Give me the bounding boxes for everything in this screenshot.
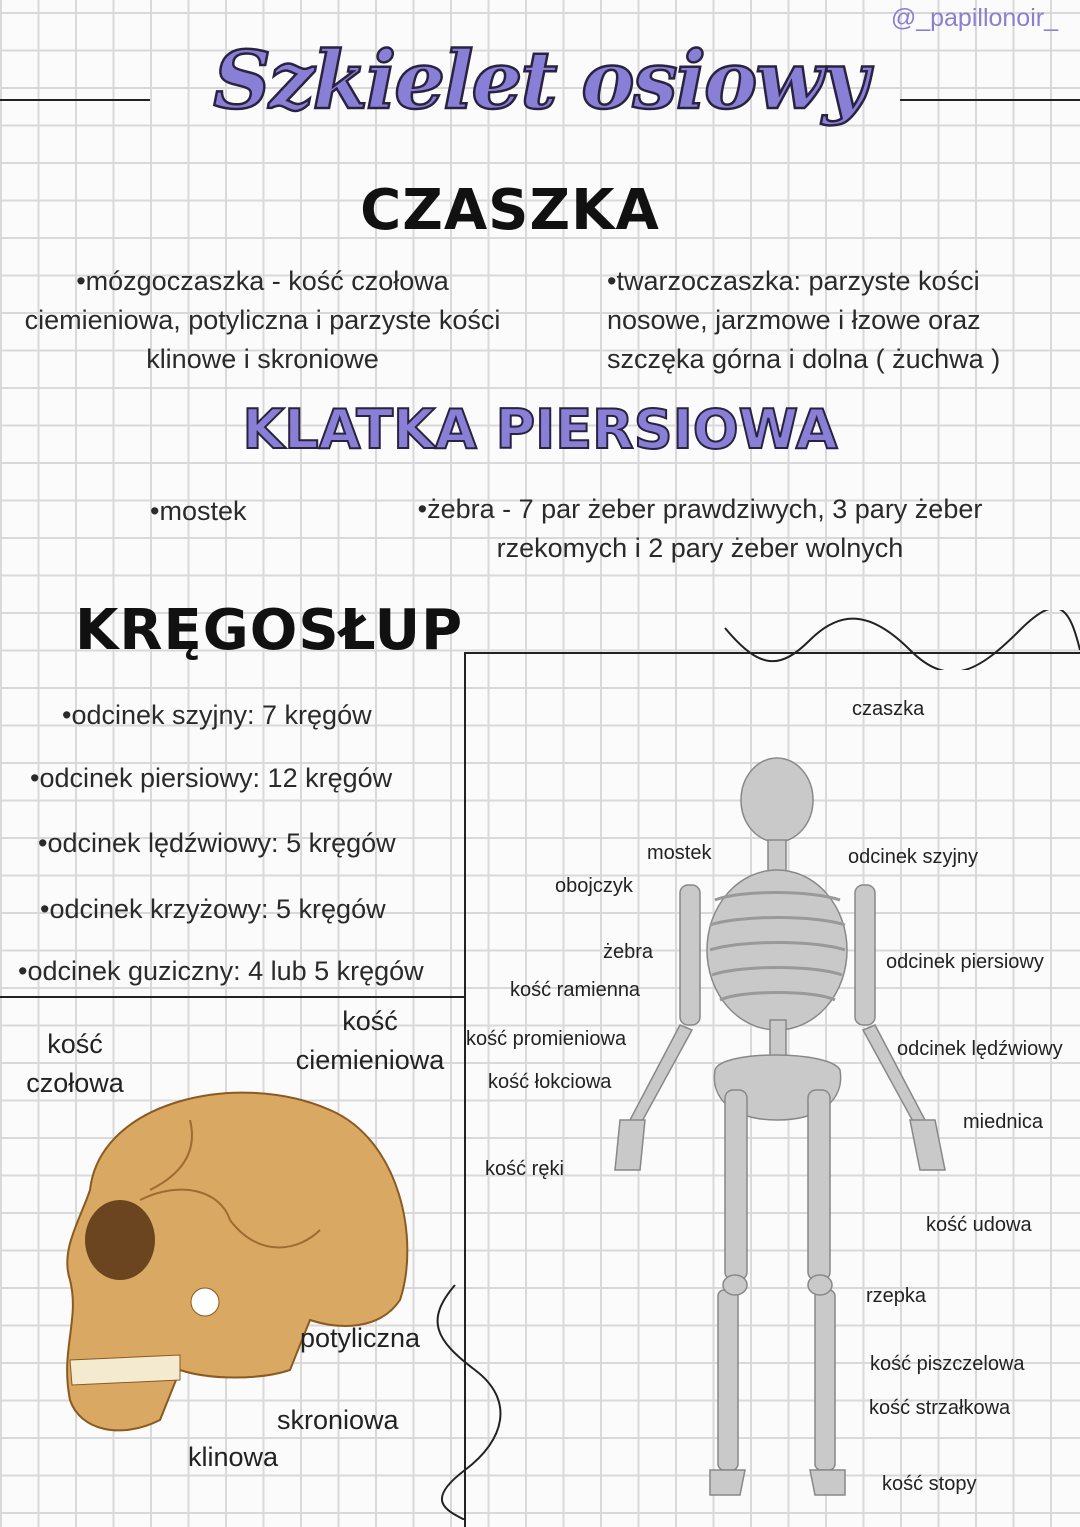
label-mostek: mostek <box>647 842 712 864</box>
klatka-left-text: •mostek <box>150 496 247 526</box>
label-odcinek-piersiowy: odcinek piersiowy <box>886 951 1044 973</box>
czaszka-left-text: •mózgoczaszka - kość czołowa ciemieniowa, potyliczna i parzyste kości klinowe i skroniowe <box>24 266 501 374</box>
box-border <box>0 996 465 998</box>
page-title: Szkielet osiowy <box>213 33 867 127</box>
kregoslup-item: •odcinek guziczny: 4 lub 5 kręgów <box>18 956 424 986</box>
label-kosc-ciemieniowa: kość ciemieniowa <box>295 1006 445 1075</box>
label-kosc-czolowa: kość czołowa <box>26 1029 124 1098</box>
label-kosc-lokciowa: kość łokciowa <box>488 1071 612 1093</box>
kregoslup-item: •odcinek lędźwiowy: 5 kręgów <box>38 828 396 858</box>
label-miednica: miednica <box>963 1111 1044 1133</box>
label-obojczyk: obojczyk <box>555 875 633 897</box>
kregoslup-item: •odcinek krzyżowy: 5 kręgów <box>40 894 386 924</box>
label-odcinek-ledzwiowy: odcinek lędźwiowy <box>897 1038 1063 1060</box>
label-kosc-strzalkowa: kość strzałkowa <box>869 1397 1011 1419</box>
label-klinowa: klinowa <box>188 1442 279 1472</box>
czaszka-right-text: •twarzoczaszka: parzyste kości nosowe, jarzmowe i łzowe oraz szczęka górna i dolna ( żuchwa ) <box>607 266 1001 374</box>
label-kosc-stopy: kość stopy <box>882 1473 977 1495</box>
label-potyliczna: potyliczna <box>300 1323 421 1353</box>
label-kosc-udowa: kość udowa <box>926 1214 1032 1236</box>
label-skroniowa: skroniowa <box>277 1405 399 1435</box>
skull-illustration <box>60 1080 420 1450</box>
heading-klatka: KLATKA PIERSIOWA <box>242 398 838 461</box>
author-handle: @_papillonoir_ <box>890 4 1058 32</box>
squiggle-decoration <box>425 1280 505 1520</box>
label-kosc-piszczelowa: kość piszczelowa <box>870 1353 1025 1375</box>
label-kosc-promieniowa: kość promieniowa <box>466 1028 627 1050</box>
label-odcinek-szyjny: odcinek szyjny <box>848 846 979 868</box>
label-czaszka: czaszka <box>852 698 925 720</box>
heading-kregoslup: KRĘGOSŁUP <box>75 598 464 663</box>
kregoslup-item: •odcinek szyjny: 7 kręgów <box>62 700 372 730</box>
label-kosc-ramienna: kość ramienna <box>510 979 641 1001</box>
label-kosc-reki: kość ręki <box>485 1158 564 1180</box>
divider <box>0 99 150 101</box>
heading-czaszka: CZASZKA <box>360 178 660 243</box>
label-rzepka: rzepka <box>866 1285 927 1307</box>
kregoslup-item: •odcinek piersiowy: 12 kręgów <box>30 763 393 793</box>
label-zebra: żebra <box>603 941 654 963</box>
klatka-right-text: •żebra - 7 par żeber prawdziwych, 3 pary żeber rzekomych i 2 pary żeber wolnych <box>417 494 983 563</box>
squiggle-decoration <box>720 610 1080 670</box>
